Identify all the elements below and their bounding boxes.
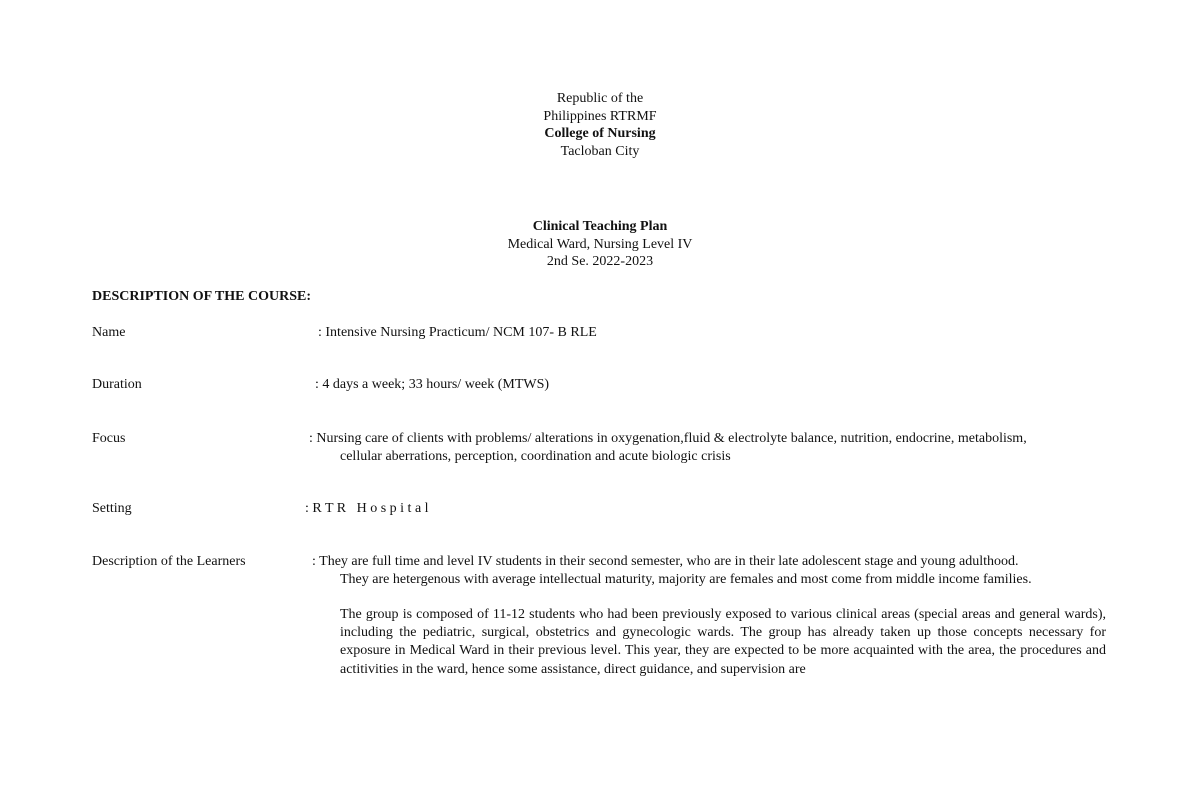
field-value-setting: : R T R H o s p i t a l — [305, 501, 429, 516]
field-label-name: Name — [92, 325, 126, 340]
header-line-city: Tacloban City — [560, 143, 640, 159]
header-line-republic: Republic of the — [556, 91, 644, 106]
field-value-duration: : 4 days a week; 33 hours/ week (MTWS) — [315, 377, 550, 392]
field-value-focus-line2: cellular aberrations, perception, coordination and acute biologic crisis — [340, 449, 731, 464]
field-label-duration: Duration — [92, 377, 142, 392]
field-label-setting: Setting — [92, 501, 132, 516]
plan-term: 2nd Se. 2022-2023 — [546, 254, 654, 269]
plan-subtitle: Medical Ward, Nursing Level IV — [507, 236, 693, 252]
field-value-focus-line1: : Nursing care of clients with problems/ alterations in oxygenation,fluid & electrolyte balance, nutrition, endocrine, metabolism, — [309, 431, 1027, 446]
institution-header — [0, 90, 1200, 160]
field-value-learners-line1: : They are full time and level IV students in their second semester, who are in their late adolescent stage and young adulthood. — [312, 554, 1019, 569]
plan-title: Clinical Teaching Plan — [532, 219, 668, 234]
field-label-learners: Description of the Learners — [92, 554, 246, 569]
field-label-focus: Focus — [92, 431, 126, 446]
field-value-name: : Intensive Nursing Practicum/ NCM 107- B RLE — [318, 325, 597, 340]
header-line-philippines: Philippines RTRMF — [543, 108, 657, 124]
learners-paragraph: The group is composed of 11-12 students who had been previously exposed to various clinical areas (special areas and general wards), including the pediatric, surgical, obstetrics and gynecologic wards. The group has already taken up those concepts necessary for exposure in Medical Ward in their previous level. This year, they are expected to be more acquainted with the area, the procedures and actitivities in the ward, hence some assistance, direct guidance, and supervision are — [340, 607, 1106, 677]
field-value-learners-line2: They are hetergenous with average intellectual maturity, majority are females and most come from middle income families. — [340, 572, 1032, 587]
plan-title-block — [0, 218, 1200, 271]
header-line-college: College of Nursing — [544, 126, 656, 141]
section-heading: DESCRIPTION OF THE COURSE: — [92, 289, 311, 304]
